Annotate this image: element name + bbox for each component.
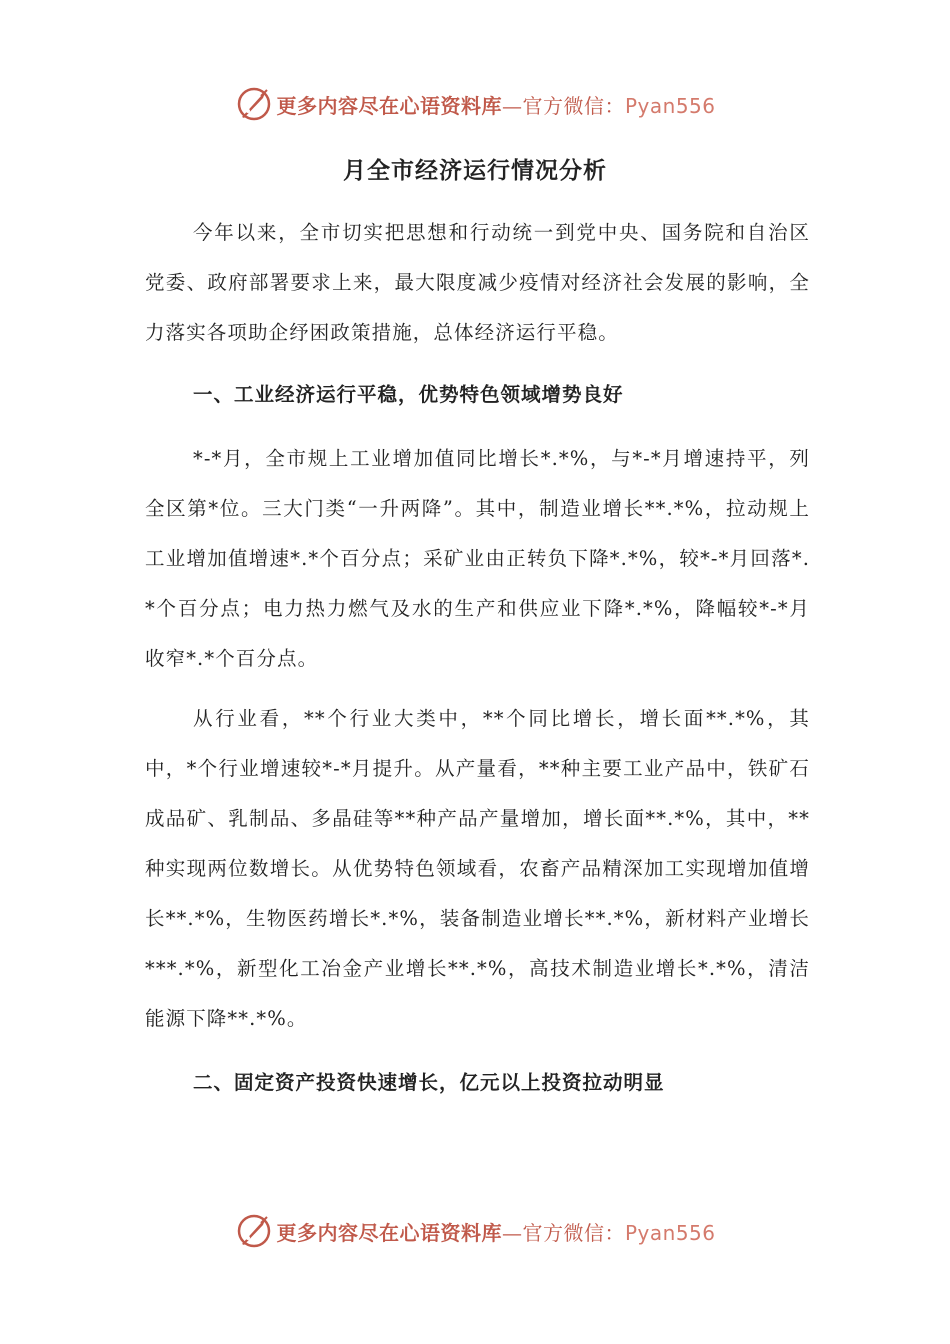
pen-logo-icon	[234, 1211, 274, 1251]
banner-wechat-label: 官方微信：	[522, 1220, 625, 1245]
banner-text	[276, 90, 715, 119]
header-banner	[0, 84, 950, 124]
document-title: 月全市经济运行情况分析	[343, 157, 607, 184]
banner-wechat-id: Pyan556	[624, 1220, 716, 1245]
banner-text	[276, 1217, 715, 1246]
intro-paragraph: 今年以来，全市切实把思想和行动统一到党中央、国务院和自治区党委、政府部署要求上来，最大限度减少疫情对经济社会发展的影响，全力落实各项助企纾困政策措施，总体经济运行平稳。	[145, 221, 810, 344]
section2-heading: 二、固定资产投资快速增长，亿元以上投资拉动明显	[193, 1071, 665, 1094]
footer-banner	[0, 1211, 950, 1251]
banner-dash: —	[501, 93, 523, 118]
section1-paragraph-1: *-*月，全市规上工业增加值同比增长*.*%，与*-*月增速持平，列全区第*位。三大门类“一升两降”。其中，制造业增长**.*%，拉动规上工业增加值增速*.*个百分点；采矿业由正转负下降*.*%，较*-*月回落*.*个百分点；电力热力燃气及水的生产和供应业下降*.*%，降幅较*-*月收窄*.*个百分点。	[145, 447, 810, 670]
section1-heading: 一、工业经济运行平稳，优势特色领域增势良好	[193, 383, 624, 406]
banner-dash: —	[501, 1220, 523, 1245]
banner-main-text: 更多内容尽在心语资料库	[276, 1220, 502, 1245]
pen-logo-icon	[234, 84, 274, 124]
banner-wechat-id: Pyan556	[624, 93, 716, 118]
section1-paragraph-2: 从行业看，**个行业大类中，**个同比增长，增长面**.*%，其中，*个行业增速较*-*月提升。从产量看，**种主要工业产品中，铁矿石成品矿、乳制品、多晶硅等**种产品产量增加，增长面**.*%，其中，**种实现两位数增长。从优势特色领域看，农畜产品精深加工实现增加值增长**.*%，生物医药增长*.*%，装备制造业增长**.*%，新材料产业增长***.*%，新型化工冶金产业增长**.*%，高技术制造业增长*.*%，清洁能源下降**.*%。	[145, 707, 810, 1030]
banner-wechat-label: 官方微信：	[522, 93, 625, 118]
banner-main-text: 更多内容尽在心语资料库	[276, 93, 502, 118]
